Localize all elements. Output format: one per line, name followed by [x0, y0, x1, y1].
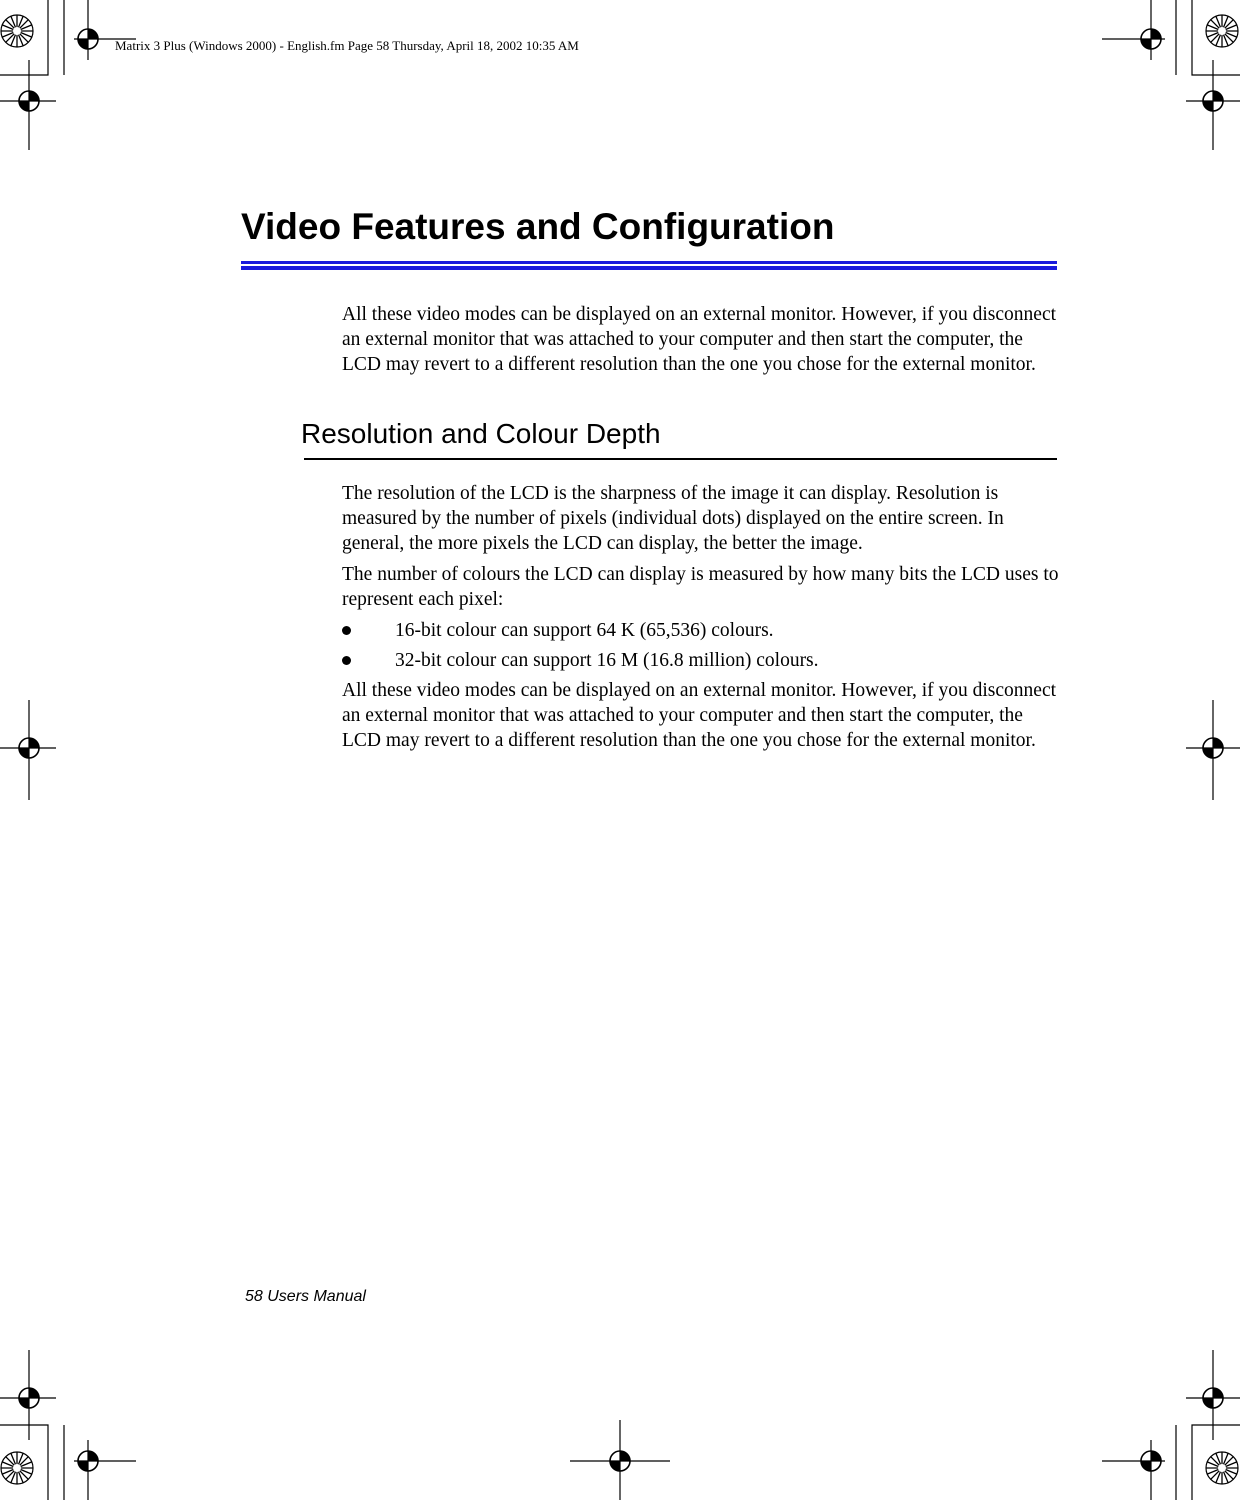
title-rule-bottom: [241, 266, 1057, 270]
section-heading: Resolution and Colour Depth: [301, 418, 661, 449]
section-body: [342, 481, 1060, 753]
intro-block: [342, 302, 1060, 377]
colour-depth-list: [342, 618, 1060, 678]
colour-depth-paragraph: The number of colours the LCD can display is measured by how many bits the LCD uses to represent each pixel:: [342, 564, 1059, 610]
title-rule-top: [241, 261, 1057, 264]
intro-paragraph: All these video modes can be displayed on an external monitor. However, if you disconnect an external monitor that was attached to your computer and then start the computer, the LCD may revert to a different resolution than the one you chose for the external monitor.: [342, 304, 1057, 375]
file-info-header: Matrix 3 Plus (Windows 2000) - English.fm Page 58 Thursday, April 18, 2002 10:35 AM: [115, 38, 579, 53]
page-title: Video Features and Configuration: [241, 206, 835, 247]
external-monitor-paragraph: All these video modes can be displayed on an external monitor. However, if you disconnect an external monitor that was attached to your computer and then start the computer, the LCD may revert to a different resolution than the one you chose for the external monitor.: [342, 680, 1057, 751]
bullet-icon: [342, 656, 351, 665]
list-item: [342, 648, 1060, 678]
bullet-icon: [342, 626, 351, 635]
page-footer: 58 Users Manual: [245, 1288, 366, 1305]
list-item: [342, 618, 1060, 648]
resolution-paragraph: The resolution of the LCD is the sharpness of the image it can display. Resolution is measured by the number of pixels (individual dots) displayed on the entire screen. In general, the more pixels the LCD can display, the better the image.: [342, 483, 1004, 554]
list-item-text: 32-bit colour can support 16 M (16.8 million) colours.: [395, 650, 819, 671]
section-rule: [304, 458, 1057, 460]
list-item-text: 16-bit colour can support 64 K (65,536) colours.: [395, 620, 774, 641]
